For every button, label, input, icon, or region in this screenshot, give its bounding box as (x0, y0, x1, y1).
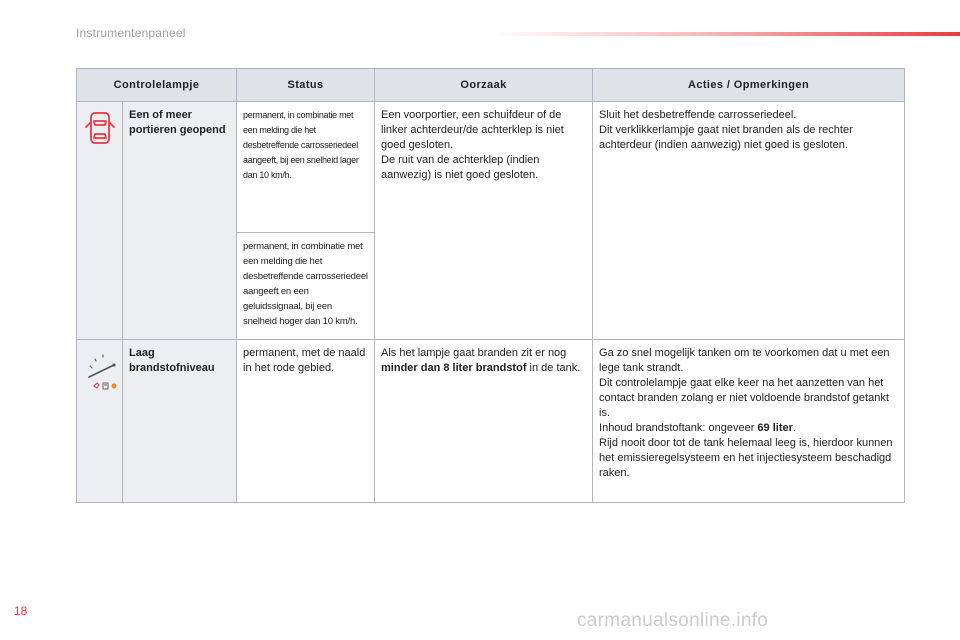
fuel-gauge-icon (83, 385, 123, 397)
header-accent-bar (488, 32, 960, 36)
table-row (77, 340, 905, 503)
tank-capacity-value: 69 liter (757, 422, 793, 434)
column-header-cause: Oorzaak (375, 69, 593, 102)
status-cell (237, 102, 375, 233)
actions-cell (593, 102, 905, 340)
table-row (77, 102, 905, 233)
cause-highlight: minder dan 8 liter brandstof (381, 362, 527, 374)
warning-light-name: Een of meer portieren geopend (123, 102, 237, 340)
action-text: Sluit het desbetreffende carrosseriedeel. (599, 109, 797, 121)
cause-text: in de tank. (526, 362, 581, 374)
column-header-status: Status (237, 69, 375, 102)
page-number: 18 (14, 604, 28, 618)
tank-capacity-label: Inhoud brandstoftank: ongeveer (599, 422, 758, 434)
actions-cell (593, 340, 905, 503)
cause-text: Een voorportier, een schuifdeur of de linker achterdeur/de achterklep is niet goed gesloten. (381, 109, 564, 151)
status-cell (237, 340, 375, 503)
section-title: Instrumentenpaneel (76, 26, 186, 40)
cause-text: Als het lampje gaat branden zit er nog (381, 347, 567, 359)
warning-lights-table (76, 68, 905, 503)
icon-cell (77, 102, 123, 340)
action-text: Ga zo snel mogelijk tanken om te voorkomen dat u met een lege tank strandt. (599, 347, 890, 374)
tank-capacity-suffix: . (792, 422, 796, 434)
door-open-icon (85, 139, 115, 151)
column-header-actions: Acties / Opmerkingen (593, 69, 905, 102)
status-text: permanent, in combinatie met een melding die het desbetreffende carrosseriedeel aangeeft, bij een snelheid lager dan 10 km/h. (243, 110, 359, 180)
warning-light-name: Laag brandstofniveau (123, 340, 237, 503)
cause-cell (375, 340, 593, 503)
cause-text: De ruit van de achterklep (indien aanwezig) is niet goed gesloten. (381, 154, 540, 181)
watermark: carmanualsonline.info (577, 610, 769, 631)
table-header-row (77, 69, 905, 102)
status-text: permanent, met de naald in het rode gebied. (243, 347, 366, 374)
status-text: permanent, in combinatie met een melding die het desbetreffende carrosseriedeel aangeeft en een geluidssignaal, bij een snelheid hoger dan 10 km/h. (243, 241, 368, 327)
icon-cell (77, 340, 123, 503)
action-text (599, 421, 898, 436)
action-text: Dit verklikkerlampje gaat niet branden als de rechter achterdeur (indien aanwezig) niet goed is gesloten. (599, 124, 853, 151)
action-text: Dit controlelampje gaat elke keer na het aanzetten van het contact branden zolang er niet voldoende brandstof getankt is. (599, 377, 889, 419)
column-header-warning-light: Controlelampje (77, 69, 237, 102)
status-cell (237, 233, 375, 340)
cause-cell (375, 102, 593, 340)
action-text: Rijd nooit door tot de tank helemaal leeg is, hierdoor kunnen het emissieregelsysteem en het injectiesysteem beschadigd raken. (599, 437, 893, 479)
